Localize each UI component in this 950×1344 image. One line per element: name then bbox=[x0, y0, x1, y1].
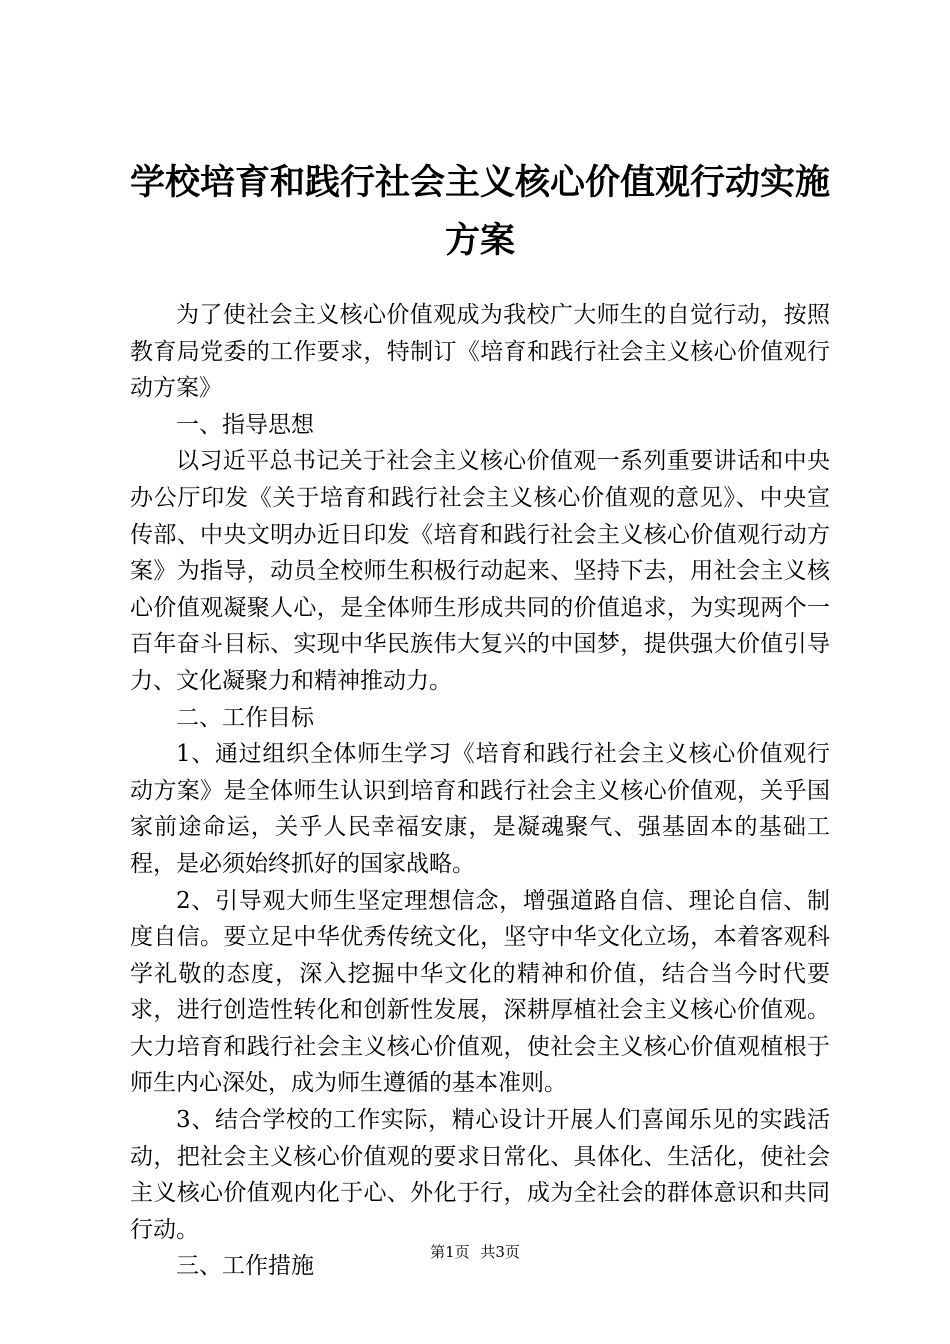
page-total: 共3页 bbox=[480, 1243, 520, 1261]
guiding-thought-paragraph: 以习近平总书记关于社会主义核心价值观一系列重要讲话和中央办公厅印发《关于培育和践行社会主义核心价值观的意见》、中央宣传部、中央文明办近日印发《培育和践行社会主义核心价值观行动方案》为指导，动员全校师生积极行动起来、坚持下去，用社会主义核心价值观凝聚人心，是全体师生形成共同的价值追求，为实现两个一百年奋斗目标、实现中华民族伟大复兴的中国梦，提供强大价值引导力、文化凝聚力和精神推动力。 bbox=[130, 448, 830, 694]
section-heading-guiding-thought: 一、指导思想 bbox=[176, 411, 314, 438]
page-number: 第1页 bbox=[430, 1243, 470, 1261]
section-heading-work-measures: 三、工作措施 bbox=[176, 1253, 314, 1280]
intro-paragraph: 为了使社会主义核心价值观成为我校广大师生的自觉行动，按照教育局党委的工作要求，特制订《培育和践行社会主义核心价值观行动方案》 bbox=[130, 302, 830, 402]
work-goal-item-3: 3、结合学校的工作实际，精心设计开展人们喜闻乐见的实践活动，把社会主义核心价值观的要求日常化、具体化、生活化，使社会主义核心价值观内化于心、外化于行，成为全社会的群体意识和共同行动。 bbox=[130, 1107, 830, 1243]
work-goal-item-1: 1、通过组织全体师生学习《培育和践行社会主义核心价值观行动方案》是全体师生认识到培育和践行社会主义核心价值观，关乎国家前途命运，关乎人民幸福安康，是凝魂聚气、强基固本的基础工程，是必须始终抓好的国家战略。 bbox=[130, 741, 830, 877]
page-footer bbox=[0, 1242, 950, 1262]
document-title-line-2: 方案 bbox=[444, 221, 515, 261]
document-title-line-1: 学校培育和践行社会主义核心价值观行动实施 bbox=[129, 163, 830, 203]
work-goal-item-2: 2、引导观大师生坚定理想信念，增强道路自信、理论自信、制度自信。要立足中华优秀传统文化，坚守中华文化立场，本着客观科学礼敬的态度，深入挖掘中华文化的精神和价值，结合当今时代要求，进行创造性转化和创新性发展，深耕厚植社会主义核心价值观。大力培育和践行社会主义核心价值观，使社会主义核心价值观植根于师生内心深处，成为师生遵循的基本准则。 bbox=[130, 887, 830, 1097]
section-heading-work-goals: 二、工作目标 bbox=[176, 704, 314, 731]
document-body bbox=[130, 297, 830, 1285]
